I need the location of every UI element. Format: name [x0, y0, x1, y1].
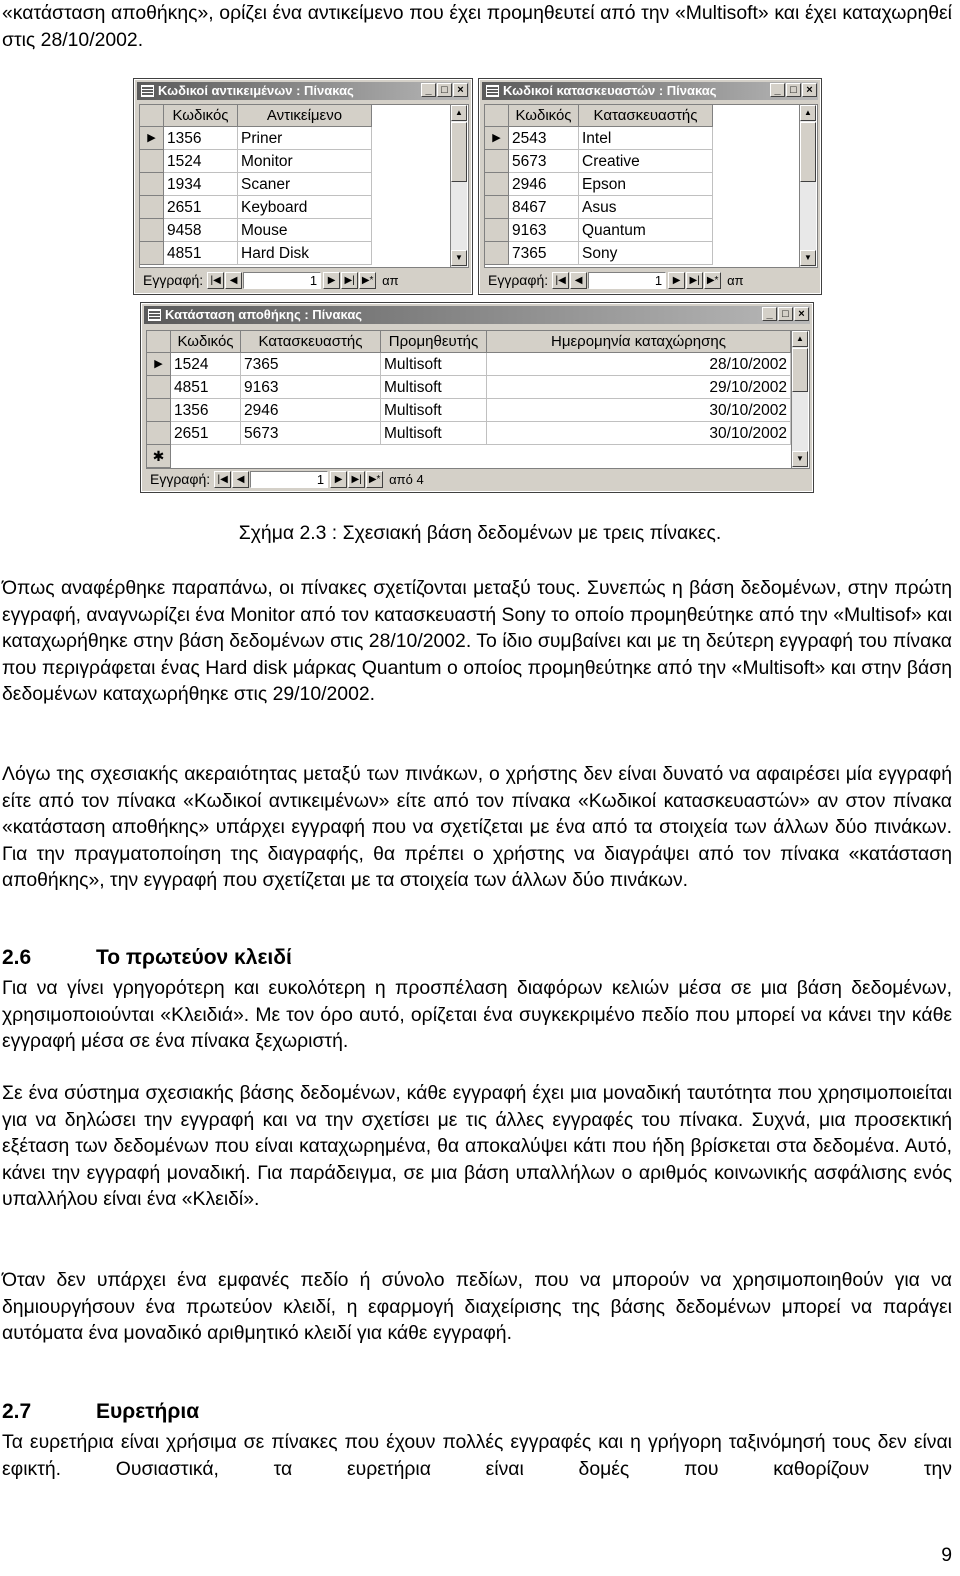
maximize-icon[interactable]: □ [437, 83, 452, 97]
table-cell[interactable]: 1356 [171, 399, 241, 422]
datasheet-grid [139, 104, 469, 268]
table-cell[interactable]: 7365 [509, 242, 579, 265]
paragraph: Λόγω της σχεσιακής ακεραιότητας μεταξύ των πινάκων, ο χρήστης δεν είναι δυνατό να αφαιρέσει μία εγγραφή είτε από τον πίνακα «Κωδικοί αντικειμένων» είτε από τον πίνακα «Κωδικοί κατασκευαστών» αν στον πίνακα «κατάσταση αποθήκης» υπάρχει εγγραφή που να σχετίζεται με ένα από τα στοιχεία των άλλων δύο πινάκων. Για την πραγματοποίηση της διαγραφής, θα πρέπει ο χρήστης να διαγράψει από τον πίνακα «κατάσταση αποθήκης», την εγγραφή που σχετίζεται με τα στοιχεία των άλλων δύο πινάκων. [2, 763, 952, 891]
row-selector[interactable] [140, 196, 164, 219]
table-cell[interactable]: 9458 [164, 219, 238, 242]
table-cell[interactable]: Intel [579, 127, 713, 150]
scroll-up-icon[interactable]: ▲ [451, 105, 467, 121]
column-header[interactable]: Προμηθευτής [381, 331, 487, 353]
paragraph: Σε ένα σύστημα σχεσιακής βάσης δεδομένων, κάθε εγγραφή έχει μια μοναδική ταυτότητα που χρησιμοποιείται για να δηλώσει την εγγραφή και να την σχετίσει με τις άλλες εγγραφές του πίνακα. Συχνά, μια προσεκτική εξέταση των δεδομένων που είναι καταχωρημένα, θα αποκαλύψει κάτι που ήδη βρίσκεται στα δεδομένα. Αυτό, κάνει την εγγραφή μοναδική. Για παράδειγμα, σε μια βάση υπαλλήλων ο αριθμός κοινωνικής ασφάλισης ενός υπαλλήλου είναι ένα «Κλειδί». [2, 1082, 952, 1210]
column-header[interactable]: Κωδικός [164, 105, 238, 127]
prev-record-icon[interactable]: ◀ [232, 471, 249, 488]
items-table-window [134, 79, 472, 294]
column-header[interactable]: Κωδικός [171, 331, 241, 353]
table-cell[interactable]: Keyboard [238, 196, 372, 219]
title-bar [482, 82, 818, 100]
table-cell[interactable]: Monitor [238, 150, 372, 173]
row-selector[interactable] [147, 376, 171, 399]
close-icon[interactable]: × [802, 83, 817, 97]
row-selector[interactable] [147, 399, 171, 422]
table-cell[interactable]: Multisoft [381, 353, 487, 376]
table-cell[interactable]: Multisoft [381, 422, 487, 445]
table-cell[interactable]: 9163 [241, 376, 381, 399]
select-all-corner[interactable] [485, 105, 509, 127]
record-navigation [139, 270, 399, 290]
datasheet-grid [484, 104, 818, 268]
last-record-icon[interactable]: ▶| [686, 272, 703, 289]
datasheet-grid [146, 330, 810, 469]
table-cell[interactable]: 1356 [164, 127, 238, 150]
close-icon[interactable]: × [794, 307, 809, 321]
table-cell[interactable]: 4851 [164, 242, 238, 265]
table-cell[interactable]: Mouse [238, 219, 372, 242]
table-cell[interactable]: 1934 [164, 173, 238, 196]
table-cell[interactable]: 7365 [241, 353, 381, 376]
row-selector[interactable] [140, 219, 164, 242]
table-cell[interactable]: Quantum [579, 219, 713, 242]
table-cell[interactable]: Scaner [238, 173, 372, 196]
prev-record-icon[interactable]: ◀ [570, 272, 587, 289]
scroll-up-icon[interactable]: ▲ [800, 105, 816, 121]
table-cell[interactable]: 8467 [509, 196, 579, 219]
table-cell[interactable]: 30/10/2002 [487, 399, 791, 422]
record-navigation [146, 469, 424, 489]
section-number: 2.7 [2, 1400, 32, 1423]
vertical-scrollbar[interactable] [791, 331, 808, 468]
table-cell[interactable]: Priner [238, 127, 372, 150]
title-bar [144, 306, 810, 324]
record-label: Εγγραφή: [143, 272, 204, 288]
last-record-icon[interactable]: ▶| [348, 471, 365, 488]
table-cell[interactable]: 2651 [171, 422, 241, 445]
select-all-corner[interactable] [140, 105, 164, 127]
row-selector[interactable] [485, 196, 509, 219]
row-selector[interactable]: ▶ [147, 353, 171, 376]
new-record-icon[interactable]: ▶* [366, 471, 383, 488]
paragraph: Για να γίνει γρηγορότερη και ευκολότερη η προσπέλαση διαφόρων κελιών μέσα σε μια βάση δεδομένων, χρησιμοποιούνται «Κλειδιά». Με τον όρο αυτό, ορίζεται ένα συγκεκριμένο πεδίο που μπορεί να κάνει την κάθε εγγραφή μέσα σε ένα πίνακα ξεχωριστή. [2, 977, 952, 1052]
table-cell[interactable]: 1524 [164, 150, 238, 173]
intro-paragraph: «κατάσταση αποθήκης», ορίζει ένα αντικείμενο που έχει προμηθευτεί από την «Multisoft» και έχει καταχωρηθεί στις 28/10/2002. [2, 2, 952, 51]
table-cell[interactable]: Multisoft [381, 376, 487, 399]
table-cell[interactable]: Hard Disk [238, 242, 372, 265]
minimize-icon[interactable]: _ [770, 83, 785, 97]
scroll-down-icon[interactable]: ▼ [800, 250, 816, 266]
new-record-icon[interactable]: ▶* [359, 272, 376, 289]
new-record-icon[interactable]: ▶* [704, 272, 721, 289]
table-cell[interactable]: 2543 [509, 127, 579, 150]
select-all-corner[interactable] [147, 331, 171, 353]
column-header[interactable]: Κατασκευαστής [241, 331, 381, 353]
table-cell[interactable]: Multisoft [381, 399, 487, 422]
table-cell[interactable]: 2946 [509, 173, 579, 196]
record-number-input[interactable]: 1 [243, 272, 321, 289]
row-selector[interactable] [485, 150, 509, 173]
record-count: απ [727, 272, 744, 288]
first-record-icon[interactable]: |◀ [552, 272, 569, 289]
minimize-icon[interactable]: _ [762, 307, 777, 321]
table-cell[interactable]: 9163 [509, 219, 579, 242]
record-count: από 4 [389, 471, 424, 487]
maximize-icon[interactable]: □ [786, 83, 801, 97]
first-record-icon[interactable]: |◀ [214, 471, 231, 488]
section-title: Ευρετήρια [96, 1400, 200, 1423]
scroll-thumb[interactable] [451, 122, 467, 182]
vertical-scrollbar[interactable] [799, 105, 816, 267]
table-cell[interactable]: 2946 [241, 399, 381, 422]
window-title: Κατάσταση αποθήκης : Πίνακας [165, 307, 363, 322]
title-bar [137, 82, 469, 100]
paragraph: Όταν δεν υπάρχει ένα εμφανές πεδίο ή σύνολο πεδίων, που να μπορούν να χρησιμοποιηθούν για να δημιουργήσουν ένα πρωτεύον κλειδί, η εφαρμογή διαχείρισης της βάσης δεδομένων μπορεί να παράγει αυτόματα ένα μοναδικό αριθμητικό κλειδί για κάθε εγγραφή. [2, 1269, 952, 1344]
row-selector[interactable] [485, 242, 509, 265]
table-cell[interactable]: Creative [579, 150, 713, 173]
table-cell[interactable]: 5673 [241, 422, 381, 445]
paragraph: Τα ευρετήρια είναι χρήσιμα σε πίνακες που έχουν πολλές εγγραφές και η γρήγορη ταξινόμησή τους δεν είναι εφικτή. Ουσιαστικά, τα ευρετήρια είναι δομές που καθορίζουν την [2, 1431, 952, 1480]
table-cell[interactable]: 4851 [171, 376, 241, 399]
column-header[interactable]: Ημερομηνία καταχώρησης [487, 331, 791, 353]
next-record-icon[interactable]: ▶ [323, 272, 340, 289]
scroll-thumb[interactable] [800, 122, 816, 182]
window-title: Κωδικοί αντικειμένων : Πίνακας [158, 83, 354, 98]
row-selector[interactable]: ▶ [485, 127, 509, 150]
table-icon [148, 309, 161, 321]
prev-record-icon[interactable]: ◀ [225, 272, 242, 289]
maximize-icon[interactable]: □ [778, 307, 793, 321]
row-selector[interactable] [485, 173, 509, 196]
page-number: 9 [941, 1544, 952, 1566]
scroll-up-icon[interactable]: ▲ [792, 331, 808, 347]
section-heading [2, 1400, 199, 1424]
window-title: Κωδικοί κατασκευαστών : Πίνακας [503, 83, 717, 98]
table-icon [486, 85, 499, 97]
table-cell[interactable]: 1524 [171, 353, 241, 376]
section-title: Το πρωτεύον κλειδί [96, 946, 292, 969]
table-cell[interactable]: 30/10/2002 [487, 422, 791, 445]
close-icon[interactable]: × [453, 83, 468, 97]
stock-table-window [141, 303, 813, 492]
row-selector[interactable] [140, 173, 164, 196]
column-header[interactable]: Αντικείμενο [238, 105, 372, 127]
new-record-selector[interactable]: ✱ [147, 445, 171, 468]
last-record-icon[interactable]: ▶| [341, 272, 358, 289]
table-icon [141, 85, 154, 97]
row-selector[interactable]: ▶ [140, 127, 164, 150]
row-selector[interactable] [485, 219, 509, 242]
record-label: Εγγραφή: [150, 471, 211, 487]
record-number-input[interactable]: 1 [250, 471, 328, 488]
table-cell[interactable]: Epson [579, 173, 713, 196]
first-record-icon[interactable]: |◀ [207, 272, 224, 289]
next-record-icon[interactable]: ▶ [668, 272, 685, 289]
minimize-icon[interactable]: _ [421, 83, 436, 97]
makers-table-window [479, 79, 821, 294]
table-cell[interactable]: Sony [579, 242, 713, 265]
row-selector[interactable] [140, 242, 164, 265]
figure-caption: Σχήμα 2.3 : Σχεσιακή βάση δεδομένων με τρεις πίνακες. [238, 522, 722, 544]
scroll-down-icon[interactable]: ▼ [451, 250, 467, 266]
record-number-input[interactable]: 1 [588, 272, 666, 289]
record-count: απ [382, 272, 399, 288]
column-header[interactable]: Κατασκευαστής [579, 105, 713, 127]
table-cell[interactable]: 29/10/2002 [487, 376, 791, 399]
scroll-down-icon[interactable]: ▼ [792, 451, 808, 467]
paragraph: Όπως αναφέρθηκε παραπάνω, οι πίνακες σχετίζονται μεταξύ τους. Συνεπώς η βάση δεδομένων, στην πρώτη εγγραφή, αναγνωρίζει ένα Monitor από τον κατασκευαστή Sony το οποίο προμηθεύτηκε από την «Multisof» και καταχωρήθηκε στην βάση δεδομένων στις 28/10/2002. Το ίδιο συμβαίνει και με τη δεύτερη εγγραφή του πίνακα που περιγράφεται ένας Hard disk μάρκας Quantum ο οποίος προμηθεύτηκε από την «Multisoft» και στην βάση δεδομένων καταχωρήθηκε στις 29/10/2002. [2, 577, 952, 705]
row-selector[interactable] [140, 150, 164, 173]
column-header[interactable]: Κωδικός [509, 105, 579, 127]
next-record-icon[interactable]: ▶ [330, 471, 347, 488]
section-number: 2.6 [2, 946, 32, 969]
table-cell[interactable]: 5673 [509, 150, 579, 173]
scroll-thumb[interactable] [792, 348, 808, 392]
record-navigation [484, 270, 744, 290]
table-cell[interactable]: Asus [579, 196, 713, 219]
section-heading [2, 946, 292, 970]
table-cell[interactable]: 2651 [164, 196, 238, 219]
vertical-scrollbar[interactable] [450, 105, 467, 267]
row-selector[interactable] [147, 422, 171, 445]
table-cell[interactable]: 28/10/2002 [487, 353, 791, 376]
record-label: Εγγραφή: [488, 272, 549, 288]
